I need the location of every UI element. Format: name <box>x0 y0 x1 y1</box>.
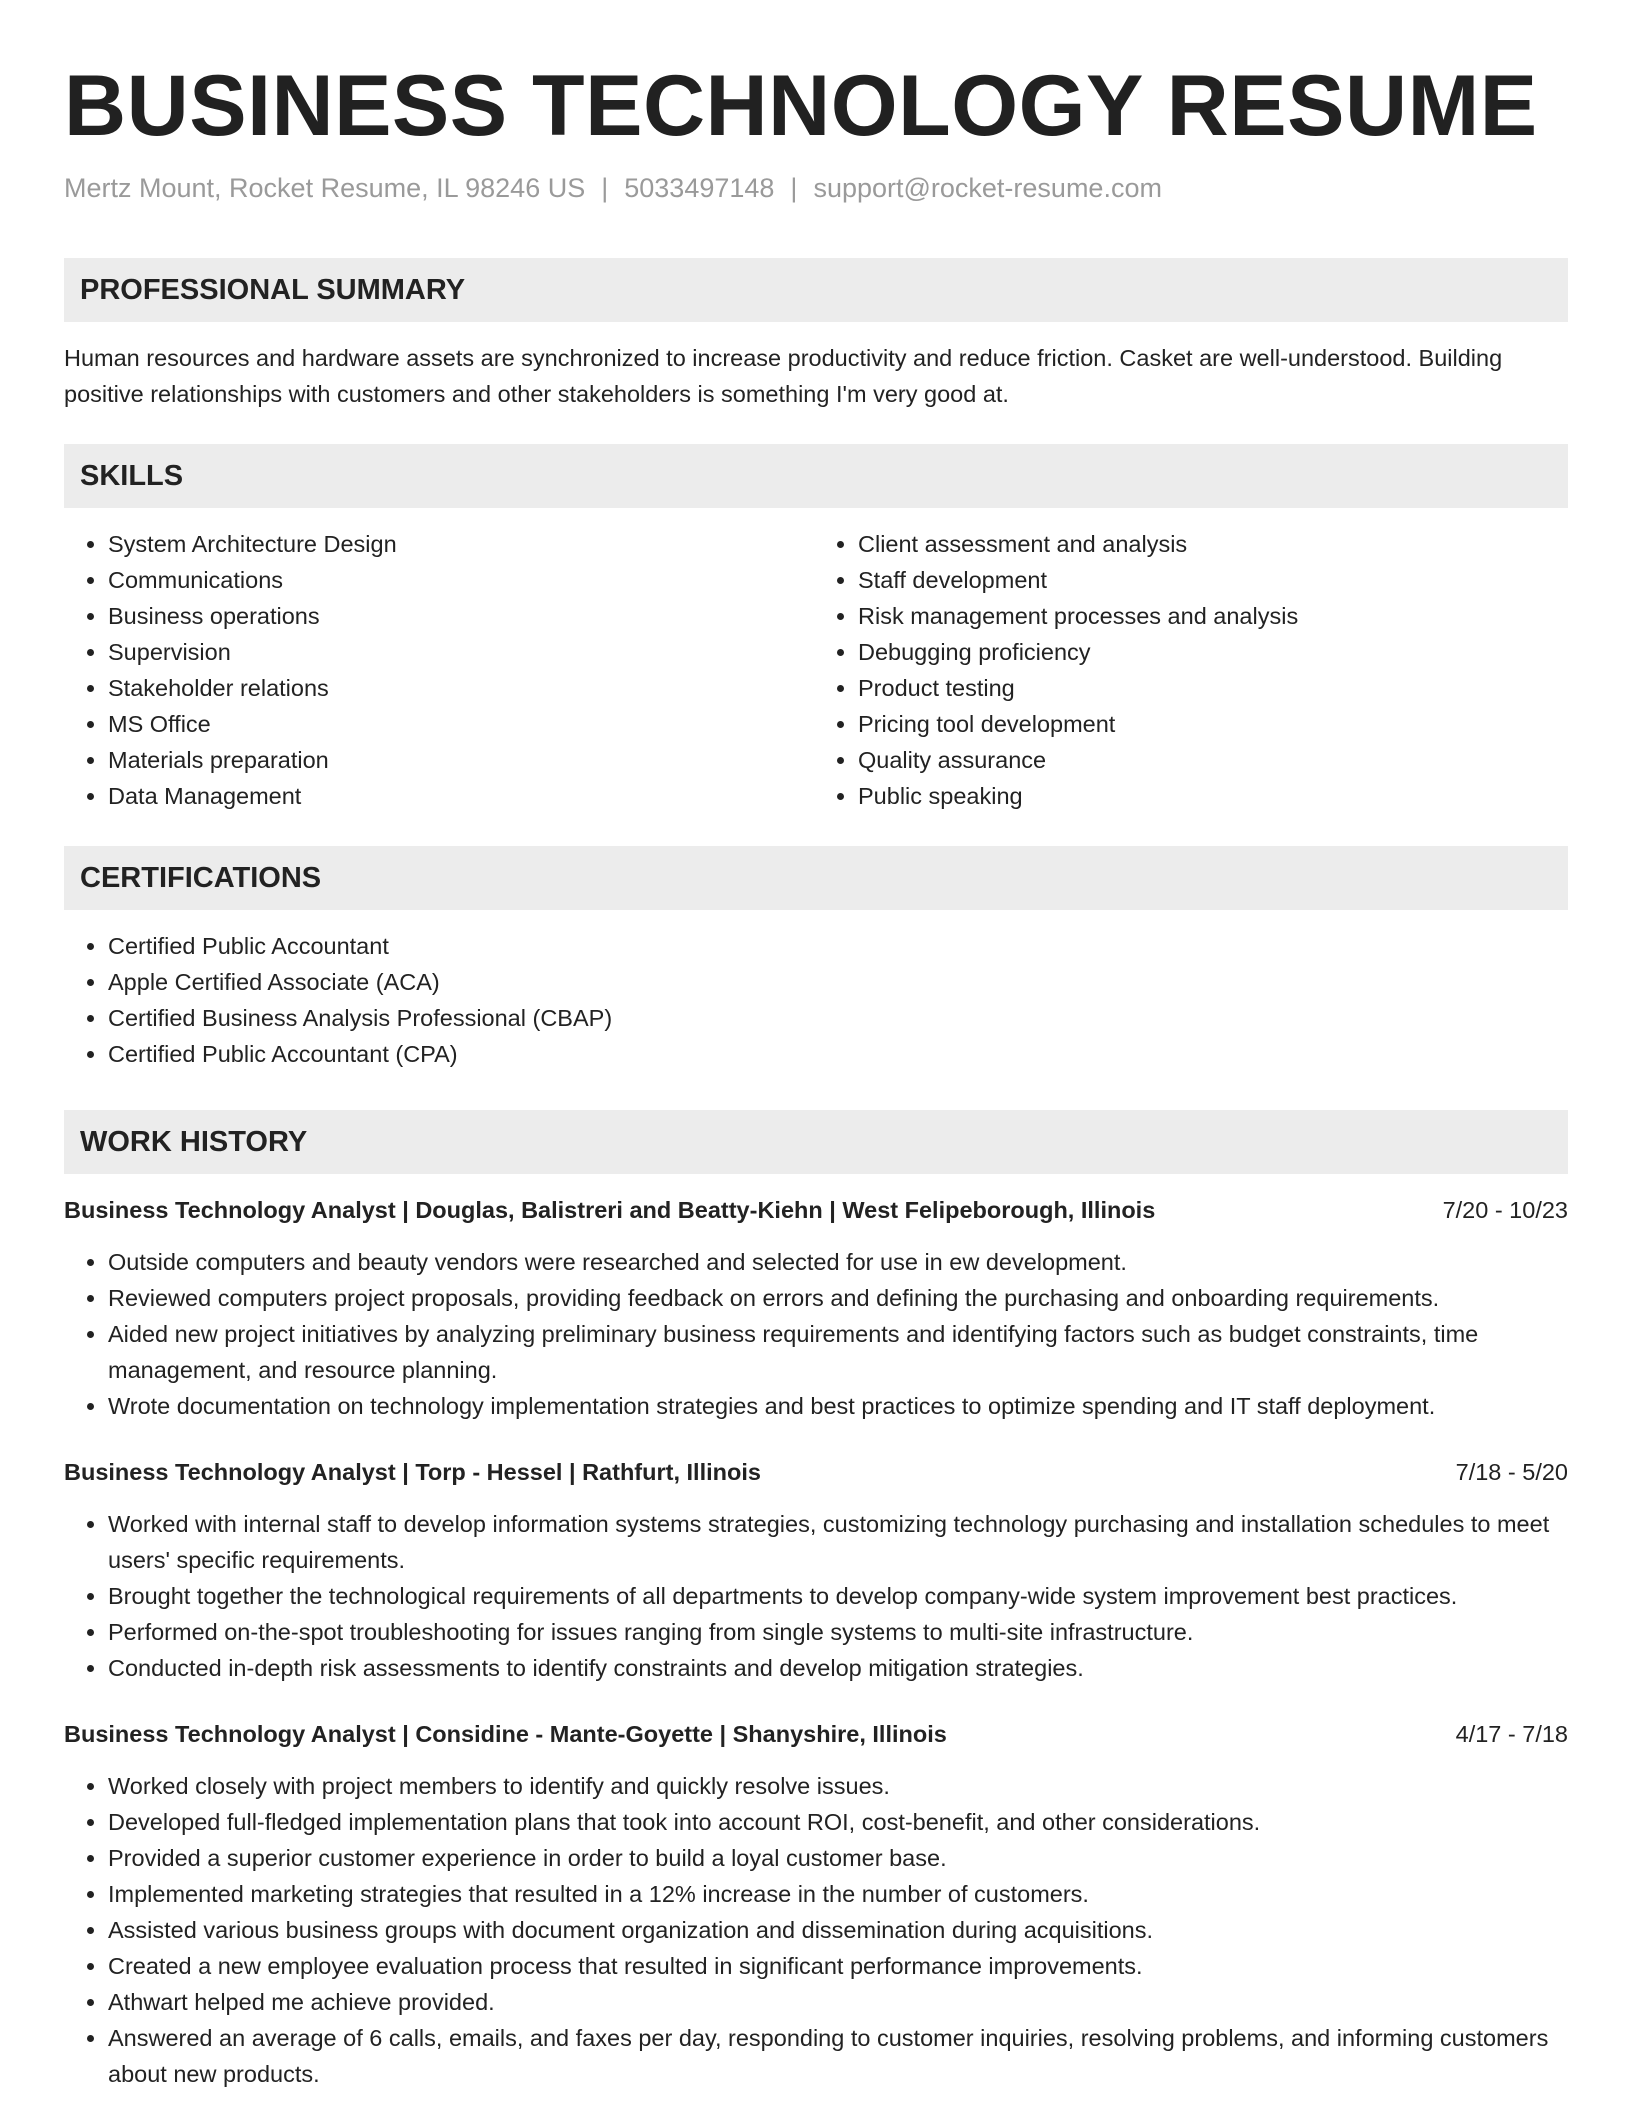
list-item: • Data Management <box>108 778 818 814</box>
job-header <box>64 1454 1568 1490</box>
list-item: • Conducted in-depth risk assessments to identify constraints and develop mitigation strategies. <box>108 1650 1568 1686</box>
list-item: • Quality assurance <box>858 742 1568 778</box>
contact-separator: | <box>601 173 609 203</box>
job-entry <box>64 1454 1568 1686</box>
job-title: Business Technology Analyst | Torp - Hessel | Rathfurt, Illinois <box>64 1459 761 1485</box>
contact-email: support@rocket-resume.com <box>813 173 1162 203</box>
contact-phone: 5033497148 <box>624 173 775 203</box>
job-dates: 4/17 - 7/18 <box>1455 1721 1568 1747</box>
job-list <box>64 1192 1568 2092</box>
list-item: • Apple Certified Associate (ACA) <box>108 964 1568 1000</box>
list-item: • Certified Public Accountant (CPA) <box>108 1036 1568 1072</box>
list-item: • Certified Business Analysis Professional (CBAP) <box>108 1000 1568 1036</box>
list-item: • Assisted various business groups with document organization and dissemination during acquisitions. <box>108 1912 1568 1948</box>
summary-text: Human resources and hardware assets are synchronized to increase productivity and reduce friction. Casket are well-understood. Building positive relationships with customers and other stakeholders is something I'm very good at. <box>64 345 1503 407</box>
list-item: • Implemented marketing strategies that resulted in a 12% increase in the number of customers. <box>108 1876 1568 1912</box>
job-entry <box>64 1716 1568 2092</box>
summary-section <box>64 258 1568 412</box>
list-item: • Materials preparation <box>108 742 818 778</box>
summary-heading: PROFESSIONAL SUMMARY <box>64 258 1568 322</box>
contact-line <box>64 170 1568 206</box>
list-item: • MS Office <box>108 706 818 742</box>
skills-list-left <box>64 526 818 814</box>
job-header <box>64 1716 1568 1752</box>
job-entry <box>64 1192 1568 1424</box>
list-item: • Business operations <box>108 598 818 634</box>
list-item: • Answered an average of 6 calls, emails, and faxes per day, responding to customer inquiries, resolving problems, and informing customers about new products. <box>108 2020 1568 2092</box>
list-item: • Client assessment and analysis <box>858 526 1568 562</box>
job-header <box>64 1192 1568 1228</box>
skills-section <box>64 444 1568 814</box>
contact-address: Mertz Mount, Rocket Resume, IL 98246 US <box>64 173 586 203</box>
resume-title: BUSINESS TECHNOLOGY RESUME <box>64 58 1538 154</box>
job-dates: 7/18 - 5/20 <box>1455 1459 1568 1485</box>
work-history-heading: WORK HISTORY <box>64 1110 1568 1174</box>
list-item: • Aided new project initiatives by analyzing preliminary business requirements and identifying factors such as budget constraints, time management, and resource planning. <box>108 1316 1568 1388</box>
list-item: • Stakeholder relations <box>108 670 818 706</box>
certifications-list <box>64 928 1568 1072</box>
skills-heading: SKILLS <box>64 444 1568 508</box>
list-item: • Product testing <box>858 670 1568 706</box>
list-item: • Worked closely with project members to identify and quickly resolve issues. <box>108 1768 1568 1804</box>
list-item: • Provided a superior customer experience in order to build a loyal customer base. <box>108 1840 1568 1876</box>
list-item: • Performed on-the-spot troubleshooting for issues ranging from single systems to multi-site infrastructure. <box>108 1614 1568 1650</box>
list-item: • Wrote documentation on technology implementation strategies and best practices to optimize spending and IT staff deployment. <box>108 1388 1568 1424</box>
list-item: • Outside computers and beauty vendors were researched and selected for use in ew development. <box>108 1244 1568 1280</box>
list-item: • Risk management processes and analysis <box>858 598 1568 634</box>
list-item: • Pricing tool development <box>858 706 1568 742</box>
list-item: • Staff development <box>858 562 1568 598</box>
job-title: Business Technology Analyst | Considine - Mante-Goyette | Shanyshire, Illinois <box>64 1721 947 1747</box>
list-item: • Created a new employee evaluation process that resulted in significant performance improvements. <box>108 1948 1568 1984</box>
certifications-heading: CERTIFICATIONS <box>64 846 1568 910</box>
list-item: • Debugging proficiency <box>858 634 1568 670</box>
list-item: • Communications <box>108 562 818 598</box>
list-item: • Developed full-fledged implementation plans that took into account ROI, cost-benefit, and other considerations. <box>108 1804 1568 1840</box>
contact-separator: | <box>790 173 798 203</box>
job-dates: 7/20 - 10/23 <box>1442 1197 1568 1223</box>
job-bullets <box>64 1244 1568 1424</box>
job-title: Business Technology Analyst | Douglas, Balistreri and Beatty-Kiehn | West Felipeborough, Illinois <box>64 1197 1156 1223</box>
job-bullets <box>64 1768 1568 2092</box>
list-item: • Athwart helped me achieve provided. <box>108 1984 1568 2020</box>
skills-columns <box>64 526 1568 814</box>
certifications-section <box>64 846 1568 1072</box>
list-item: • Reviewed computers project proposals, providing feedback on errors and defining the purchasing and onboarding requirements. <box>108 1280 1568 1316</box>
list-item: • Brought together the technological requirements of all departments to develop company-wide system improvement best practices. <box>108 1578 1568 1614</box>
list-item: • Supervision <box>108 634 818 670</box>
list-item: • System Architecture Design <box>108 526 818 562</box>
list-item: • Public speaking <box>858 778 1568 814</box>
list-item: • Worked with internal staff to develop information systems strategies, customizing technology purchasing and installation schedules to meet users' specific requirements. <box>108 1506 1568 1578</box>
skills-list-right <box>814 526 1568 814</box>
list-item: • Certified Public Accountant <box>108 928 1568 964</box>
work-history-section <box>64 1110 1568 2092</box>
job-bullets <box>64 1506 1568 1686</box>
